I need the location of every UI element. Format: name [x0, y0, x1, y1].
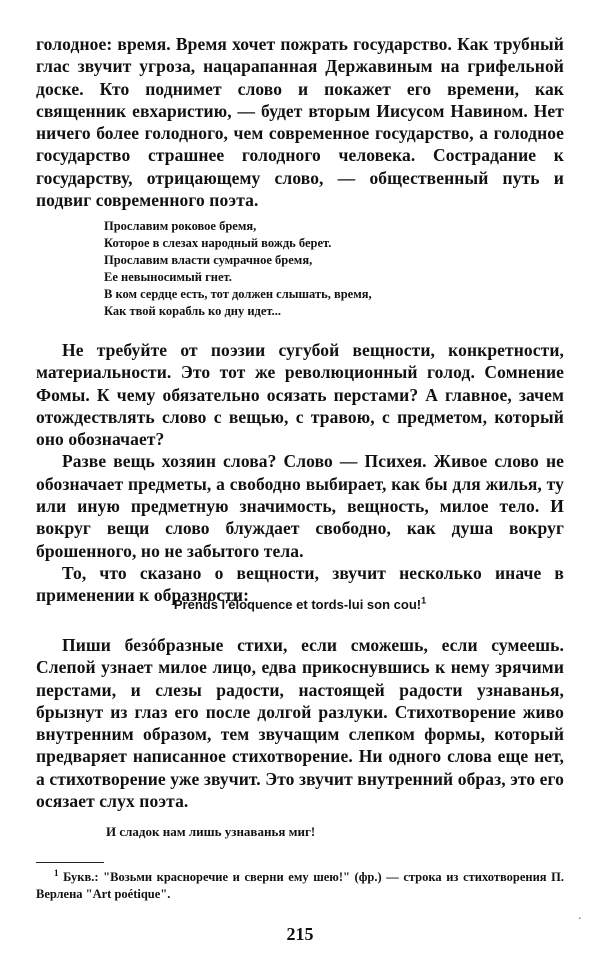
- poem-line-3: Прославим власти сумрачное бремя,: [104, 253, 313, 267]
- poem-line-2: Которое в слезах народный вождь берет.: [104, 236, 332, 250]
- footnote-text: Букв.: "Возьми красноречие и сверни ему шею!" (фр.) — строка из стихотворения П. Верлена "Art poétique".: [36, 870, 564, 901]
- footnote-separator: [36, 862, 104, 863]
- poem-line-5: В ком сердце есть, тот должен слышать, время,: [104, 287, 372, 301]
- paragraph: То, что сказано о вещности, звучит несколько иначе в применении к образности:: [36, 562, 564, 606]
- poem-line-1: Прославим роковое бремя,: [104, 219, 257, 233]
- paragraph: Не требуйте от поэзии сугубой вещности, конкретности, материальности. Это тот же революционный голод. Сомнение Фомы. К чему обязательно осязать перстами? А главное, зачем отождествлять слово с вещью, с травою, с предметом, который оно обозначает?: [36, 340, 564, 450]
- scan-mark: .: [578, 908, 582, 923]
- poem-quote: [104, 218, 524, 320]
- verse-quote: И сладок нам лишь узнаванья миг!: [106, 824, 316, 839]
- french-epigraph: [0, 597, 600, 612]
- poem-line-4: Ее невыносимый гнет.: [104, 270, 232, 284]
- prose-block-1: [36, 33, 564, 211]
- paragraph: Разве вещь хозяин слова? Слово — Психея. Живое слово не обозначает предметы, а свободно выбирает, как бы для жилья, ту или иную предметную значимость, вещность, милое тело. И вокруг вещи слово блуждает свободно, как душа вокруг брошенного, но не забытого тела.: [36, 451, 564, 561]
- page-number: 215: [286, 924, 314, 944]
- paragraph: Пиши безóбразные стихи, если сможешь, если сумеешь. Слепой узнает милое лицо, едва прикоснувшись к нему зрячими перстами, и слезы радости, настоящей радости узнаванья, брызнут из глаз его после долгой разлуки. Стихотворение живо внутренним образом, тем звучащим слепком формы, который предваряет написанное стихотворение. Ни одного слова еще нет, а стихотворение уже звучит. Это звучит внутренний образ, это его осязает слух поэта.: [36, 635, 564, 812]
- footnote-reference[interactable]: 1: [421, 595, 427, 606]
- footnote: [36, 869, 564, 903]
- epigraph-text: Prends l'éloquence et tords-lui son cou!: [173, 597, 422, 612]
- paragraph: голодное: время. Время хочет пожрать государство. Как трубный глас звучит угроза, нацарапанная Державиным на грифельной доске. Кто поднимет слово и покажет его времени, как священник евхаристию, — будет вторым Иисусом Навином. Нет ничего более голодного, чем современное государство, а голодное государство страшнее голодного человека. Сострадание к государству, отрицающему слово, — общественный путь и подвиг современного поэта.: [36, 34, 564, 211]
- prose-block-3: [36, 634, 564, 812]
- prose-block-2: [36, 339, 564, 607]
- poem-line-6: Как твой корабль ко дну идет...: [104, 304, 281, 318]
- footnote-mark: 1: [54, 867, 59, 878]
